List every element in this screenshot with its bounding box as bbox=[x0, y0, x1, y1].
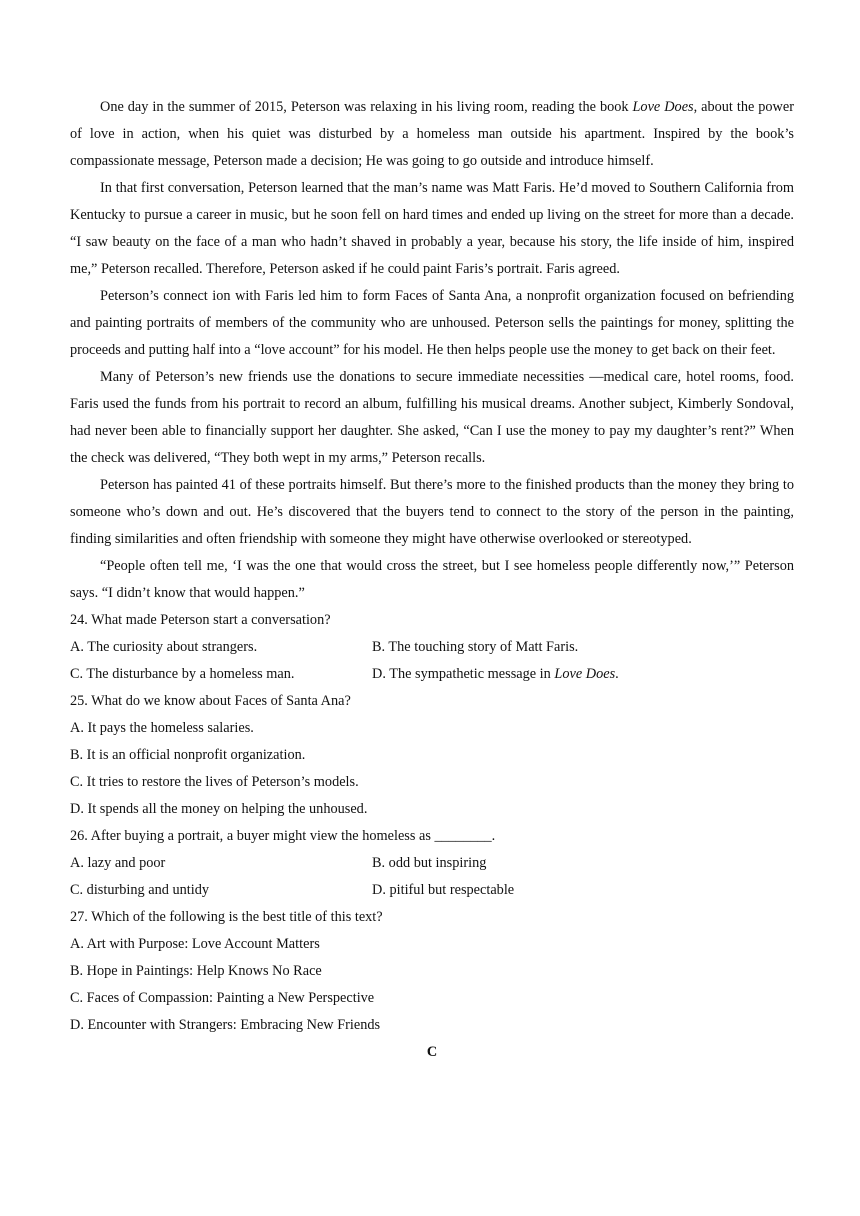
question-25-stem: 25. What do we know about Faces of Santa Ana? bbox=[70, 693, 351, 709]
question-26-options-row-2 bbox=[70, 877, 794, 904]
question-27-option-a: A. Art with Purpose: Love Account Matters bbox=[70, 936, 320, 952]
question-27-stem: 27. Which of the following is the best title of this text? bbox=[70, 909, 383, 925]
question-25-option-c: C. It tries to restore the lives of Peterson’s models. bbox=[70, 774, 359, 790]
question-26-stem: 26. After buying a portrait, a buyer might view the homeless as ________. bbox=[70, 828, 496, 844]
question-24-option-b: B. The touching story of Matt Faris. bbox=[372, 639, 579, 655]
passage-paragraph-4: Many of Peterson’s new friends use the donations to secure immediate necessities —medical care, hotel rooms, food. Faris used the funds from his portrait to record an album, fulfilling his musical dreams. Another subject, Kimberly Sondoval, had never been able to financially support her daughter. She asked, “Can I use the money to pay my daughter’s rent?” When the check was delivered, “They both wept in my arms,” Peterson recalls. bbox=[70, 369, 794, 466]
question-24-option-c: C. The disturbance by a homeless man. bbox=[70, 666, 295, 682]
passage-paragraph-1: One day in the summer of 2015, Peterson was relaxing in his living room, reading the book Love Does, about the power of love in action, when his quiet was disturbed by a homeless man outside his apartment. Inspired by the book’s compassionate message, Peterson made a decision; He was going to go outside and introduce himself. bbox=[70, 99, 794, 169]
question-27-option-d: D. Encounter with Strangers: Embracing New Friends bbox=[70, 1017, 381, 1033]
question-26-option-a: A. lazy and poor bbox=[70, 855, 166, 871]
passage-paragraph-2: In that first conversation, Peterson learned that the man’s name was Matt Faris. He’d moved to Southern California from Kentucky to pursue a career in music, but he soon fell on hard times and ended up living on the street for more than a decade. “I saw beauty on the face of a man who hadn’t shaved in probably a year, because his story, the life inside of him, inspired me,” Peterson recalled. Therefore, Peterson asked if he could paint Faris’s portrait. Faris agreed. bbox=[70, 180, 794, 277]
question-24-option-d: D. The sympathetic message in Love Does. bbox=[372, 666, 619, 682]
passage-paragraph-6: “People often tell me, ‘I was the one that would cross the street, but I see homeless people differently now,’” Peterson says. “I didn’t know that would happen.” bbox=[70, 558, 794, 601]
question-25-option-d: D. It spends all the money on helping the unhoused. bbox=[70, 801, 368, 817]
passage-paragraph-3: Peterson’s connect ion with Faris led him to form Faces of Santa Ana, a nonprofit organization focused on befriending and painting portraits of members of the community who are unhoused. Peterson sells the paintings for money, splitting the proceeds and putting half into a “love account” for his model. He then helps people use the money to get back on their feet. bbox=[70, 288, 794, 358]
question-26-options-row-1 bbox=[70, 850, 794, 877]
question-27-option-b: B. Hope in Paintings: Help Knows No Race bbox=[70, 963, 322, 979]
question-25-option-a: A. It pays the homeless salaries. bbox=[70, 720, 254, 736]
question-24-options-row-1 bbox=[70, 634, 794, 661]
question-26-option-d: D. pitiful but respectable bbox=[372, 882, 515, 898]
question-26-option-b: B. odd but inspiring bbox=[372, 855, 487, 871]
question-24-stem: 24. What made Peterson start a conversation? bbox=[70, 612, 331, 628]
question-24-option-a: A. The curiosity about strangers. bbox=[70, 639, 258, 655]
question-25-option-b: B. It is an official nonprofit organization. bbox=[70, 747, 306, 763]
exam-page bbox=[70, 94, 794, 1066]
question-27-option-c: C. Faces of Compassion: Painting a New Perspective bbox=[70, 990, 375, 1006]
question-24-options-row-2 bbox=[70, 661, 794, 688]
passage-paragraph-5: Peterson has painted 41 of these portraits himself. But there’s more to the finished products than the money they bring to someone who’s down and out. He’s discovered that the buyers tend to connect to the story of the person in the painting, finding similarities and often friendship with someone they might have otherwise overlooked or stereotyped. bbox=[70, 477, 794, 547]
question-26-option-c: C. disturbing and untidy bbox=[70, 882, 209, 898]
section-letter: C bbox=[426, 1044, 438, 1060]
